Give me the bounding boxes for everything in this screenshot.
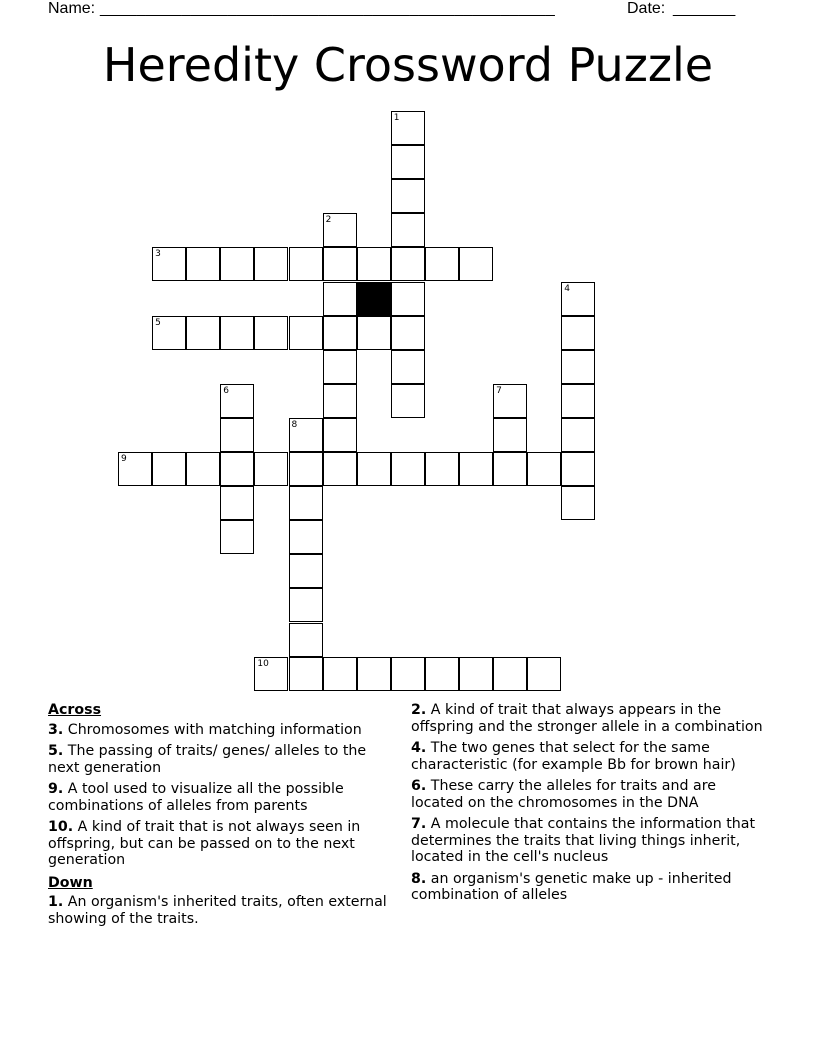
clue-number-label: 10 <box>257 658 269 669</box>
crossword-cell[interactable] <box>254 657 288 691</box>
clue-number: 6. <box>411 778 427 794</box>
crossword-cell[interactable] <box>289 452 323 486</box>
crossword-cell[interactable] <box>561 486 595 520</box>
clue-text: A kind of trait that always appears in the offspring and the stronger allele in a combination <box>411 702 763 735</box>
clue-down-4 <box>411 740 771 773</box>
clue-down-6 <box>411 778 771 811</box>
clues-left-column <box>48 702 393 932</box>
crossword-cell[interactable] <box>289 520 323 554</box>
crossword-cell[interactable] <box>186 247 220 281</box>
crossword-black-cell <box>357 282 391 316</box>
crossword-cell[interactable] <box>391 384 425 418</box>
crossword-cell[interactable] <box>459 657 493 691</box>
name-label: Name: <box>48 0 96 17</box>
crossword-cell[interactable] <box>289 316 323 350</box>
crossword-cell[interactable] <box>220 384 254 418</box>
crossword-cell[interactable] <box>152 316 186 350</box>
crossword-cell[interactable] <box>289 247 323 281</box>
crossword-cell[interactable] <box>254 452 288 486</box>
crossword-cell[interactable] <box>391 145 425 179</box>
crossword-cell[interactable] <box>152 452 186 486</box>
crossword-cell[interactable] <box>391 316 425 350</box>
crossword-cell[interactable] <box>561 350 595 384</box>
clue-number-label: 7 <box>496 385 502 396</box>
crossword-cell[interactable] <box>220 486 254 520</box>
crossword-cell[interactable] <box>220 316 254 350</box>
clue-number: 1. <box>48 894 64 910</box>
clue-number-label: 6 <box>223 385 230 396</box>
crossword-cell[interactable] <box>561 316 595 350</box>
clues-right-column <box>411 702 771 909</box>
clue-text: an organism's genetic make up - inherited combination of alleles <box>411 870 732 903</box>
date-label: Date: <box>627 0 666 17</box>
clue-text: These carry the alleles for traits and are located on the chromosomes in the DNA <box>411 778 716 811</box>
clue-number-label: 8 <box>291 419 298 430</box>
crossword-cell[interactable] <box>561 418 595 452</box>
crossword-cell[interactable] <box>323 384 357 418</box>
crossword-cell[interactable] <box>357 316 391 350</box>
clue-number-label: 5 <box>155 317 161 328</box>
crossword-cell[interactable] <box>527 657 561 691</box>
clue-number-label: 3 <box>155 249 161 260</box>
date-line[interactable]: _______ <box>673 0 736 17</box>
crossword-cell[interactable] <box>220 247 254 281</box>
crossword-cell[interactable] <box>391 111 425 145</box>
crossword-cell[interactable] <box>289 623 323 657</box>
clue-down-2 <box>411 702 771 735</box>
crossword-cell[interactable] <box>425 452 459 486</box>
crossword-cell[interactable] <box>118 452 152 486</box>
crossword-cell[interactable] <box>357 657 391 691</box>
crossword-cell[interactable] <box>561 452 595 486</box>
clue-down-7 <box>411 816 771 866</box>
crossword-cell[interactable] <box>493 452 527 486</box>
crossword-cell[interactable] <box>493 418 527 452</box>
crossword-cell[interactable] <box>289 418 323 452</box>
crossword-cell[interactable] <box>220 520 254 554</box>
crossword-cell[interactable] <box>323 452 357 486</box>
crossword-cell[interactable] <box>493 657 527 691</box>
crossword-cell[interactable] <box>425 247 459 281</box>
crossword-cell[interactable] <box>323 247 357 281</box>
clue-number-label: 2 <box>325 215 332 226</box>
clue-number: 7. <box>411 816 427 832</box>
crossword-cell[interactable] <box>391 452 425 486</box>
clue-text: An organism's inherited traits, often external showing of the traits. <box>48 894 387 927</box>
clue-text: The two genes that select for the same characteristic (for example Bb for brown hair) <box>411 740 736 773</box>
crossword-cell[interactable] <box>289 486 323 520</box>
clue-number: 8. <box>411 870 427 887</box>
down-heading: Down <box>48 874 93 891</box>
clue-number: 3. <box>48 721 64 738</box>
crossword-cell[interactable] <box>493 384 527 418</box>
crossword-cell[interactable] <box>391 657 425 691</box>
clue-across-3 <box>48 722 393 739</box>
crossword-cell[interactable] <box>459 247 493 281</box>
crossword-cell[interactable] <box>220 452 254 486</box>
crossword-cell[interactable] <box>220 418 254 452</box>
crossword-cell[interactable] <box>357 247 391 281</box>
clue-down-1 <box>48 894 393 927</box>
crossword-cell[interactable] <box>391 350 425 384</box>
crossword-cell[interactable] <box>254 316 288 350</box>
clue-across-5 <box>48 743 393 776</box>
crossword-cell[interactable] <box>323 418 357 452</box>
crossword-cell[interactable] <box>391 179 425 213</box>
clue-number: 5. <box>48 743 64 759</box>
crossword-cell[interactable] <box>289 554 323 588</box>
clue-text: A kind of trait that is not always seen in offspring, but can be passed on to the next generation <box>48 819 361 868</box>
crossword-cell[interactable] <box>425 657 459 691</box>
clue-number: 4. <box>411 740 427 756</box>
page-title: Heredity Crossword Puzzle <box>102 38 714 92</box>
clue-text: A molecule that contains the information that determines the traits that living things inherit, located in the cell's nucleus <box>411 816 756 865</box>
crossword-cell[interactable] <box>391 282 425 316</box>
crossword-cell[interactable] <box>152 247 186 281</box>
crossword-cell[interactable] <box>357 452 391 486</box>
clue-across-9 <box>48 781 393 814</box>
clue-number: 9. <box>48 781 64 797</box>
clue-number-label: 9 <box>121 454 127 464</box>
name-line[interactable]: __________________________________________________ <box>100 0 555 17</box>
crossword-cell[interactable] <box>323 316 357 350</box>
clue-number-label: 4 <box>564 283 571 294</box>
clue-text: Chromosomes with matching information <box>67 721 362 738</box>
clue-text: A tool used to visualize all the possible combinations of alleles from parents <box>48 781 344 814</box>
crossword-cell[interactable] <box>391 247 425 281</box>
crossword-cell[interactable] <box>186 452 220 486</box>
crossword-cell[interactable] <box>323 282 357 316</box>
clue-down-8 <box>411 871 771 904</box>
clue-text: The passing of traits/ genes/ alleles to the next generation <box>48 743 367 776</box>
across-heading: Across <box>48 702 102 718</box>
crossword-cell[interactable] <box>289 588 323 622</box>
crossword-cell[interactable] <box>391 213 425 247</box>
crossword-cell[interactable] <box>459 452 493 486</box>
crossword-cell[interactable] <box>289 657 323 691</box>
crossword-cell[interactable] <box>186 316 220 350</box>
crossword-cell[interactable] <box>561 282 595 316</box>
crossword-cell[interactable] <box>323 213 357 247</box>
clue-number: 10. <box>48 819 74 835</box>
crossword-cell[interactable] <box>323 350 357 384</box>
crossword-cell[interactable] <box>254 247 288 281</box>
clue-across-10 <box>48 819 393 869</box>
crossword-cell[interactable] <box>323 657 357 691</box>
crossword-cell[interactable] <box>561 384 595 418</box>
crossword-cell[interactable] <box>527 452 561 486</box>
clue-number: 2. <box>411 702 427 718</box>
clue-number-label: 1 <box>393 113 400 123</box>
